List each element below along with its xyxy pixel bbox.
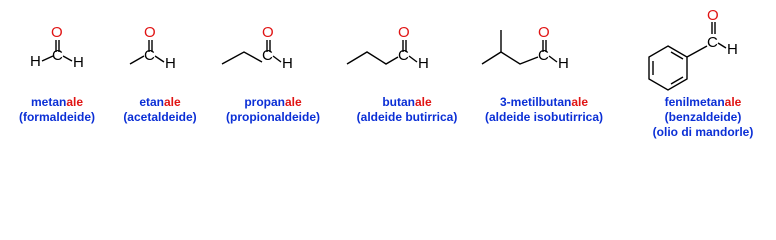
name-suffix: ale <box>571 95 589 109</box>
hydrogen-atom: H <box>73 54 84 71</box>
hydrogen-atom: H <box>418 55 429 72</box>
oxygen-atom: O <box>51 24 63 41</box>
label-propionaldehyde <box>212 95 334 125</box>
extra-common-name: (olio di mandorle) <box>652 125 754 139</box>
hydrogen-atom: H <box>727 41 738 58</box>
name-stem: butan <box>382 95 415 109</box>
common-name: (acetaldeide) <box>123 110 197 124</box>
hydrogen-atom: H <box>558 55 569 72</box>
label-butyraldehyde <box>344 95 470 125</box>
single-bond <box>155 56 164 62</box>
structure-3-methylbutanal <box>482 24 569 72</box>
single-bond <box>409 56 417 62</box>
name-suffix: ale <box>284 95 302 109</box>
common-name: (propionaldeide) <box>226 110 320 124</box>
oxygen-atom: O <box>262 24 274 41</box>
label-acetaldehyde <box>108 95 212 125</box>
common-name: (aldeide isobutirrica) <box>484 110 604 124</box>
carbon-atom: C <box>262 47 273 64</box>
oxygen-atom: O <box>398 24 410 41</box>
common-name: (benzaldeide) <box>664 110 742 124</box>
label-3-methylbutanal <box>470 95 618 125</box>
single-bond <box>63 56 72 61</box>
carbon-atom: C <box>538 47 549 64</box>
hydrogen-atom: H <box>165 55 176 72</box>
oxygen-atom: O <box>538 24 550 41</box>
iupac-name <box>344 95 470 110</box>
hydrogen-atom: H <box>30 53 41 70</box>
carbon-chain <box>222 52 262 64</box>
label-formaldehyde <box>6 95 108 125</box>
carbon-atom: C <box>52 47 63 64</box>
structure-propionaldehyde <box>222 24 293 72</box>
name-suffix: ale <box>164 95 181 109</box>
iupac-name <box>212 95 334 110</box>
iupac-name <box>108 95 212 110</box>
iupac-name <box>640 95 766 110</box>
name-stem: fenilmetan <box>664 95 725 109</box>
single-bond <box>130 56 144 64</box>
iupac-name <box>6 95 108 110</box>
iupac-name <box>470 95 618 110</box>
oxygen-atom: O <box>144 24 156 41</box>
structure-formaldehyde <box>30 24 84 71</box>
carbon-chain <box>482 52 538 64</box>
structure-butyraldehyde <box>347 24 429 72</box>
single-bond <box>273 56 281 62</box>
hydrogen-atom: H <box>282 55 293 72</box>
carbon-chain <box>347 52 398 64</box>
benzene-ring <box>649 46 687 90</box>
carbon-atom: C <box>398 47 409 64</box>
single-bond <box>549 56 557 62</box>
name-stem: metan <box>30 95 67 109</box>
oxygen-atom: O <box>707 7 719 24</box>
common-name: (formaldeide) <box>18 110 95 124</box>
common-name: (aldeide butirrica) <box>356 110 458 124</box>
structures-layer <box>0 0 776 100</box>
name-suffix: ale <box>414 95 432 109</box>
single-bond <box>687 46 707 57</box>
name-stem: 3-metilbutan <box>499 95 572 109</box>
structure-acetaldehyde <box>130 24 176 72</box>
single-bond <box>718 43 726 48</box>
name-suffix: ale <box>724 95 742 109</box>
name-suffix: ale <box>66 95 84 109</box>
name-stem: etan <box>139 95 164 109</box>
label-benzaldehyde <box>640 95 766 140</box>
carbon-atom: C <box>707 34 718 51</box>
structure-benzaldehyde <box>649 7 738 90</box>
carbon-atom: C <box>144 47 155 64</box>
name-stem: propan <box>244 95 285 109</box>
